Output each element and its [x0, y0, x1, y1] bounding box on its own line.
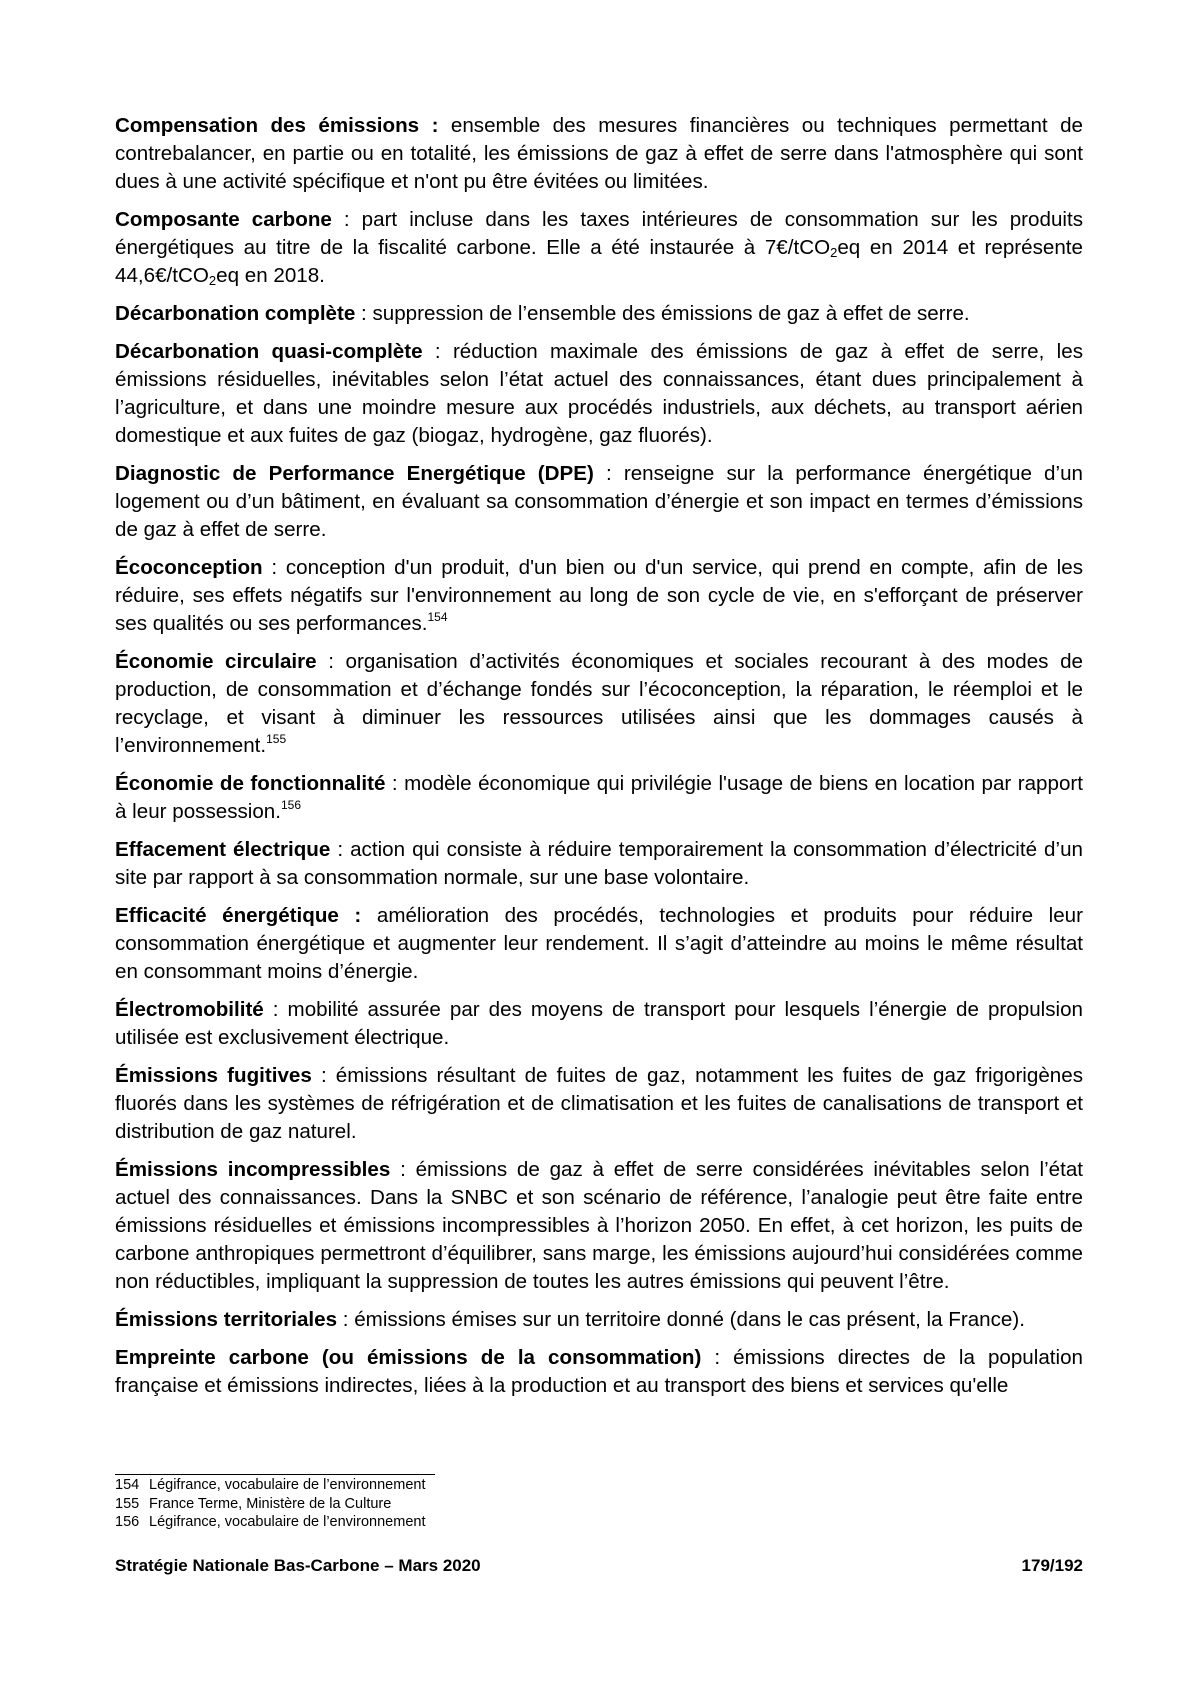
- glossary-body: [115, 112, 1083, 1410]
- glossary-entry: [115, 338, 1083, 450]
- subscript: 2: [830, 245, 838, 260]
- entry-definition: : suppression de l’ensemble des émissions de gaz à effet de serre.: [355, 302, 970, 325]
- footnote-text: Légifrance, vocabulaire de l’environnement: [149, 1477, 426, 1493]
- entry-definition: : émissions résultant de fuites de gaz, notamment les fuites de gaz frigorigènes fluorés dans les systèmes de réfrigération et de climatisation et les fuites de canalisations de transport et distribution de gaz naturel.: [115, 1064, 1083, 1143]
- entry-definition: : part incluse dans les taxes intérieures de consommation sur les produits énergétiques au titre de la fiscalité carbone. Elle a été instaurée à 7€/tCO: [115, 208, 1083, 259]
- footnote-number: 156: [115, 1514, 140, 1530]
- glossary-entry: [115, 770, 1083, 826]
- entry-definition: : mobilité assurée par des moyens de transport pour lesquels l’énergie de propulsion utilisée est exclusivement électrique.: [115, 998, 1083, 1049]
- entry-definition: : émissions émises sur un territoire donné (dans le cas présent, la France).: [337, 1308, 1025, 1331]
- entry-term: Décarbonation quasi-complète: [115, 340, 423, 363]
- entry-term: Économie de fonctionnalité: [115, 772, 386, 795]
- entry-definition: : modèle économique qui privilégie l'usage de biens en location par rapport à leur possession.: [115, 772, 1083, 823]
- entry-definition: : renseigne sur la performance énergétique d’un logement ou d’un bâtiment, en évaluant sa consommation d’énergie et son impact en termes d’émissions de gaz à effet de serre.: [115, 462, 1083, 541]
- page-footer: [115, 1556, 1083, 1576]
- entry-definition: amélioration des procédés, technologies et produits pour réduire leur consommation énergétique et augmenter leur rendement. Il s’agit d’atteindre au moins le même résultat en consommant moins d’énergie.: [115, 904, 1083, 983]
- entry-term: Économie circulaire: [115, 650, 317, 673]
- glossary-entry: [115, 902, 1083, 986]
- footer-page-number: 179/192: [1021, 1556, 1083, 1575]
- entry-definition: ensemble des mesures financières ou techniques permettant de contrebalancer, en partie ou en totalité, les émissions de gaz à effet de serre dans l'atmosphère qui sont dues à une activité spécifique et n'ont pu être évitées ou limitées.: [115, 114, 1083, 193]
- glossary-entry: [115, 112, 1083, 196]
- footnote-text: Légifrance, vocabulaire de l’environnement: [149, 1514, 426, 1530]
- entry-definition: : action qui consiste à réduire temporairement la consommation d’électricité d’un site par rapport à sa consommation normale, sur une base volontaire.: [115, 838, 1083, 889]
- entry-term: Décarbonation complète: [115, 302, 356, 325]
- entry-term: Émissions incompressibles: [115, 1158, 391, 1181]
- entry-term: Émissions territoriales: [115, 1308, 338, 1331]
- entry-definition: eq en 2018.: [216, 264, 325, 287]
- entry-definition: : réduction maximale des émissions de gaz à effet de serre, les émissions résiduelles, inévitables selon l’état actuel des connaissances, étant dues principalement à l’agriculture, et dans une moindre mesure aux procédés industriels, aux déchets, au transport aérien domestique et aux fuites de gaz (biogaz, hydrogène, gaz fluorés).: [115, 340, 1083, 447]
- entry-term: Compensation des émissions :: [115, 114, 439, 137]
- entry-term: Composante carbone: [115, 208, 332, 231]
- subscript: 2: [208, 273, 217, 288]
- footnotes: [115, 1474, 1083, 1532]
- entry-term: Empreinte carbone (ou émissions de la consommation): [115, 1346, 702, 1369]
- footnote-ref[interactable]: 154: [427, 610, 448, 624]
- footnote-divider: [115, 1474, 435, 1475]
- glossary-entry: [115, 1156, 1083, 1296]
- glossary-entry: [115, 836, 1083, 892]
- footnote-number: 154: [115, 1477, 140, 1493]
- glossary-entry: [115, 206, 1083, 290]
- glossary-entry: [115, 1344, 1083, 1400]
- glossary-entry: [115, 996, 1083, 1052]
- glossary-entry: [115, 1062, 1083, 1146]
- footnote: [115, 1495, 1083, 1514]
- glossary-entry: [115, 554, 1083, 638]
- footer-document-title: Stratégie Nationale Bas-Carbone – Mars 2020: [115, 1556, 481, 1575]
- entry-definition: eq en 2014 et représente 44,6€/tCO: [115, 236, 1083, 287]
- entry-term: Efficacité énergétique :: [115, 904, 362, 927]
- footnote: [115, 1476, 1083, 1495]
- entry-term: Effacement électrique: [115, 838, 331, 861]
- entry-definition: : émissions directes de la population française et émissions indirectes, liées à la production et au transport des biens et services qu'elle: [115, 1346, 1083, 1397]
- entry-term: Diagnostic de Performance Energétique (DPE): [115, 462, 594, 485]
- entry-term: Émissions fugitives: [115, 1064, 312, 1087]
- footnote-text: France Terme, Ministère de la Culture: [149, 1495, 392, 1512]
- entry-definition: : émissions de gaz à effet de serre considérées inévitables selon l’état actuel des connaissances. Dans la SNBC et son scénario de référence, l’analogie peut être faite entre émissions résiduelles et émissions incompressibles à l’horizon 2050. En effet, à cet horizon, les puits de carbone anthropiques permettront d’équilibrer, sans marge, les émissions aujourd’hui considérées comme non réductibles, impliquant la suppression de toutes les autres émissions qui peuvent l’être.: [115, 1158, 1083, 1293]
- glossary-entry: [115, 1306, 1083, 1334]
- entry-term: Écoconception: [115, 556, 263, 579]
- footnote-number: 155: [115, 1495, 140, 1512]
- glossary-entry: [115, 648, 1083, 760]
- entry-term: Électromobilité: [115, 998, 264, 1021]
- entry-definition: : organisation d’activités économiques et sociales recourant à des modes de production, de consommation et d’échange fondés sur l’écoconception, la réparation, le réemploi et le recyclage, et visant à diminuer les ressources utilisées ainsi que les dommages causés à l’environnement.: [115, 650, 1083, 757]
- glossary-entry: [115, 300, 1083, 328]
- footnote-ref[interactable]: 155: [266, 732, 287, 746]
- footnote: [115, 1513, 1083, 1532]
- footnote-ref[interactable]: 156: [281, 798, 302, 812]
- glossary-entry: [115, 460, 1083, 544]
- entry-definition: : conception d'un produit, d'un bien ou d'un service, qui prend en compte, afin de les réduire, ses effets négatifs sur l'environnement au long de son cycle de vie, en s'efforçant de préserver ses qualités ou ses performances.: [115, 556, 1083, 635]
